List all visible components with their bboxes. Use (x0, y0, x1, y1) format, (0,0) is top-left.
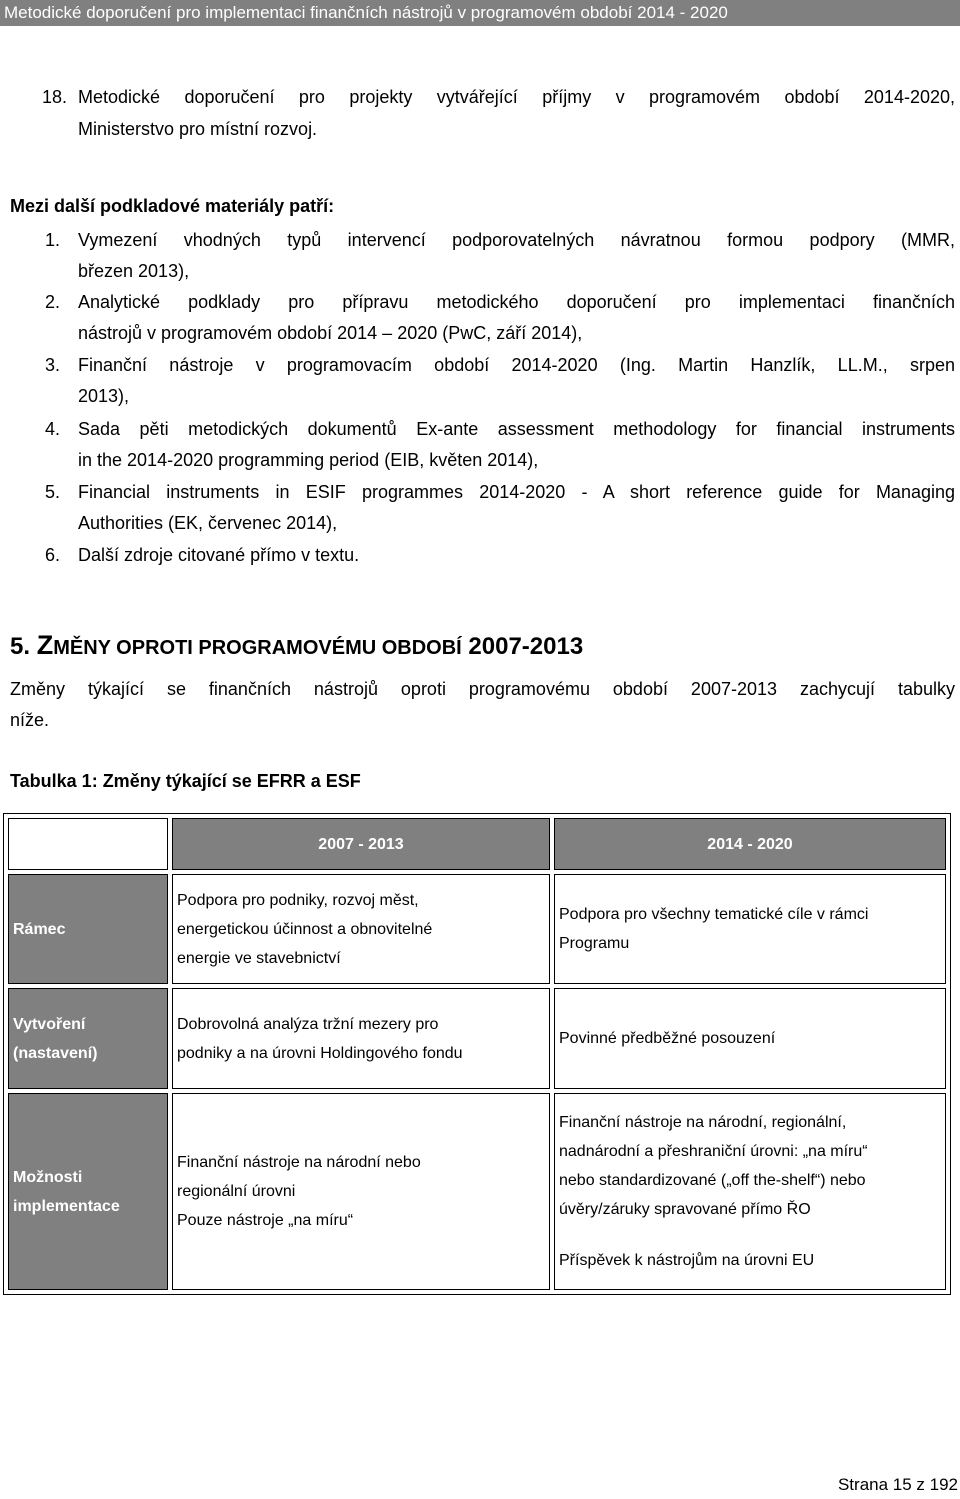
cell-line: Finanční nástroje na národní, regionální, (559, 1114, 847, 1131)
table-row (8, 874, 946, 984)
row-header-line: (nastavení) (13, 1044, 98, 1062)
cell-line: Podpora pro všechny tematické cíle v rámci (559, 906, 869, 923)
list-line: nástrojů v programovém období 2014 – 2020 (PwC, září 2014), (78, 323, 583, 343)
list-number: 18. (42, 87, 68, 107)
table-header-row (8, 818, 946, 870)
table-cell (554, 874, 946, 984)
row-header-line: implementace (13, 1197, 120, 1215)
section-title-rest: MĚNY OPROTI PROGRAMOVÉMU OBDOBÍ (53, 637, 462, 659)
cell-line: nadnárodní a přeshraniční úrovni: „na míru“ (559, 1143, 868, 1160)
cell-line: energetickou účinnost a obnovitelné (177, 920, 433, 938)
cell-line: Podpora pro podniky, rozvoj měst, (177, 891, 419, 909)
list-number: 4. (45, 419, 61, 439)
changes-table (3, 813, 951, 1295)
materials-list-item (10, 355, 955, 419)
list-line: Analytické podklady pro přípravu metodického doporučení pro implementaci finančních (78, 292, 955, 312)
materials-list-item (10, 545, 955, 577)
list-line: Financial instruments in ESIF programmes 2014-2020 - A short reference guide for Managing (78, 482, 955, 502)
cell-line: Finanční nástroje na národní nebo (177, 1154, 421, 1171)
list-number: 3. (45, 355, 61, 375)
row-header (8, 988, 168, 1089)
list-line: březen 2013), (78, 261, 190, 281)
cell-line: Dobrovolná analýza tržní mezery pro (177, 1015, 439, 1033)
cell-line: energie ve stavebnictví (177, 949, 341, 967)
table-cell (172, 874, 550, 984)
materials-list-item (10, 230, 955, 294)
cell-line: úvěry/záruky spravované přímo ŘO (559, 1201, 811, 1218)
materials-list-item (10, 482, 955, 546)
list-number: 5. (45, 482, 61, 502)
list-line: Finanční nástroje v programovacím období 2014-2020 (Ing. Martin Hanzlík, LL.M., srpen (78, 355, 955, 375)
cell-line: Povinné předběžné posouzení (559, 1030, 776, 1047)
cell-line: podniky a na úrovni Holdingového fondu (177, 1044, 463, 1062)
list-number: 6. (45, 545, 61, 565)
row-header (8, 874, 168, 984)
table-cell (554, 988, 946, 1089)
intro-list-item (10, 87, 955, 151)
list-number: 2. (45, 292, 61, 312)
cell-line: Příspěvek k nástrojům na úrovni EU (559, 1252, 815, 1269)
cell-line: nebo standardizované („off the-shelf“) nebo (559, 1172, 866, 1189)
column-header: 2007 - 2013 (172, 818, 550, 870)
list-line: Další zdroje citované přímo v textu. (78, 545, 360, 565)
header-title: Metodické doporučení pro implementaci finančních nástrojů v programovém období 2014 - 2020 (4, 3, 728, 22)
table-caption: Tabulka 1: Změny týkající se EFRR a ESF (10, 771, 361, 791)
list-line: Sada pěti metodických dokumentů Ex-ante assessment methodology for financial instruments (78, 419, 955, 439)
cell-line: regionální úrovni (177, 1183, 296, 1200)
table-corner-cell (8, 818, 168, 870)
list-line: Metodické doporučení pro projekty vytvářející příjmy v programovém období 2014-2020, (78, 87, 955, 107)
cell-line: Programu (559, 935, 630, 952)
list-line: Vymezení vhodných typů intervencí podporovatelných návratnou formou podpory (MMR, (78, 230, 955, 250)
document-header (0, 0, 960, 26)
row-header (8, 1093, 168, 1290)
table-row (8, 1093, 946, 1290)
table-cell (554, 1093, 946, 1290)
list-line: Authorities (EK, červenec 2014), (78, 513, 338, 533)
section-paragraph-line: níže. (10, 710, 50, 730)
section-title-initial: Z (36, 630, 54, 660)
page-number: Strana 15 z 192 (837, 1475, 958, 1494)
section-title-years: 2007-2013 (468, 633, 584, 660)
row-header-line: Vytvoření (13, 1015, 86, 1033)
list-line: in the 2014-2020 programming period (EIB, květen 2014), (78, 450, 539, 470)
list-line: 2013), (78, 386, 130, 406)
section-heading (10, 630, 583, 661)
materials-list-item (10, 419, 955, 483)
column-header: 2014 - 2020 (554, 818, 946, 870)
list-number: 1. (45, 230, 61, 250)
section-paragraph-line: Změny týkající se finančních nástrojů oproti programovému období 2007-2013 zachycují tabulky (10, 679, 955, 699)
materials-heading: Mezi další podkladové materiály patří: (10, 196, 335, 216)
section-number: 5. (10, 633, 31, 660)
list-line: Ministerstvo pro místní rozvoj. (78, 119, 318, 139)
table-cell (172, 988, 550, 1089)
table-row (8, 988, 946, 1089)
row-header-line: Rámec (13, 920, 66, 938)
materials-list-item (10, 292, 955, 356)
cell-line: Pouze nástroje „na míru“ (177, 1212, 354, 1229)
table-cell (172, 1093, 550, 1290)
row-header-line: Možnosti (13, 1168, 83, 1186)
